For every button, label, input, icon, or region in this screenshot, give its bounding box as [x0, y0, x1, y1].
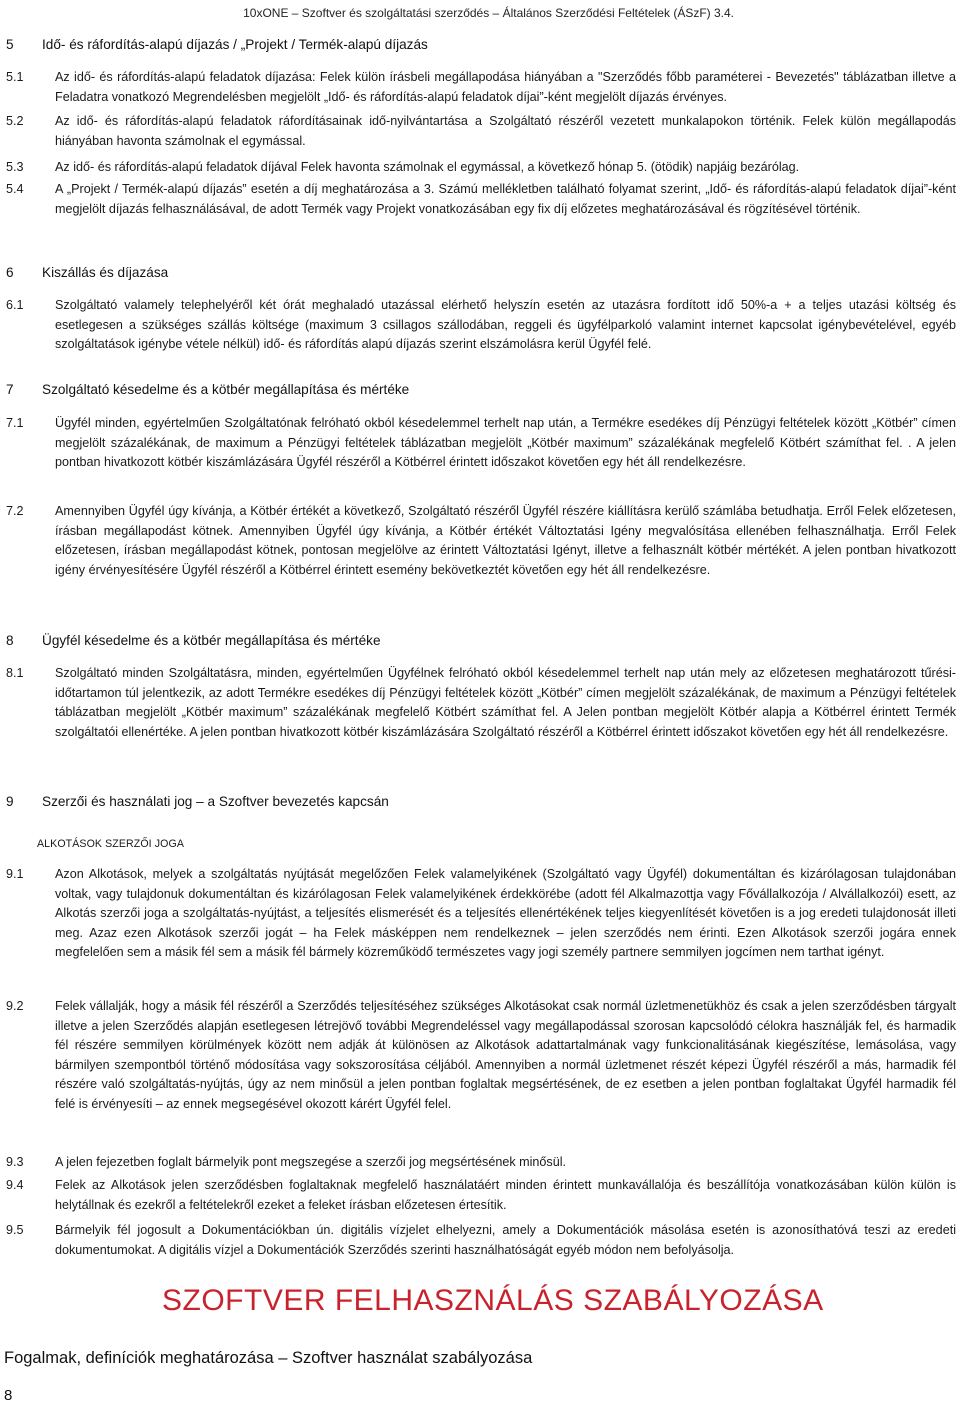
section-number: 5 — [6, 37, 14, 52]
paragraph-text: Amennyiben Ügyfél úgy kívánja, a Kötbér értékét a következő, Szolgáltató részéről Ügyfél részére kiállításra kerülő számlába betudhatja. Erről Felek előzetesen, írásban megállapodást kötnek. Amennyiben Ügyfél úgy kívánja, a Kötbér értékét Változtatási Igény megvalósítása ellenében felhasználhatja. Erről Felek előzetesen, írásban megállapodást kötnek, pontosan megjelölve az érintett Változtatási Igényt, illetve a felhasznált kötbér mértékét. A jelen pontban hivatkozott igény érvényesítésére Ügyfél részéről a Kötbérrel érintett esemény bekövetkeztét követően egy hét áll rendelkezésre. — [55, 504, 956, 577]
paragraph-text: Felek vállalják, hogy a másik fél részéről a Szerződés teljesítéséhez szükséges Alkotásokat csak normál üzletmenetükhöz és csak a jelen szerződésben tárgyalt illetve a jelen Szerződés alapján esetlegesen létrejövő további Megrendeléssel vagy megállapodással szorosan kapcsolódó célokra használják fel, és harmadik fél részére semmilyen körülmények között nem adják át különösen az Alkotások adattartalmának vagy funkcionalitásának kiegészítése, lemásolása, vagy bármilyen szempontból történő módosítása vagy sokszorosítása céljából. Amennyiben a normál üzletmenet részét képezi Ügyfél részéről a más, harmadik fél részére való szolgáltatás-nyújtás, úgy az nem minősül a jelen pontban foglaltak megsértésének, de ez esetben a jelen pontban foglaltakat Ügyfél harmadik fél felé is érvényesíti – az ennek megsegésével okozott kárért Ügyfél felel. — [55, 999, 956, 1111]
chapter-subtitle: Fogalmak, definíciók meghatározása – Szoftver használat szabályozása — [4, 1349, 533, 1367]
section-number: 9 — [6, 794, 14, 809]
paragraph-text: Az idő- és ráfordítás-alapú feladatok ráfordításainak idő-nyilvántartása a Szolgáltató részéről vezetett munkalapokon történik. Felek külön megállapodás hiányában havonta számolnak el egymással. — [55, 114, 956, 148]
page-header: 10xONE – Szoftver és szolgáltatási szerződés – Általános Szerződési Feltételek (ÁSzF) 3.4. — [243, 6, 734, 20]
section-title: Kiszállás és díjazása — [42, 265, 169, 280]
section-number: 7 — [6, 382, 14, 397]
paragraph-text: Szolgáltató minden Szolgáltatásra, minden, egyértelműen Ügyfélnek felróható okból késedelemmel terhelt nap után mely az előzetesen meghatározott tűrési-időtartamon túl jelentkezik, az adott Termékre esedékes díj Pénzügyi feltételek között „Kötbér” címen megjelölt százalékának, de maximum a Pénzügyi feltételek táblázatban megjelölt „Kötbér maximum” százalékának megfelelő Kötbért számíthat fel. A Jelen pontban megjelölt Kötbér alapja a Kötbérrel érintett Termék szolgáltatói ellenértéke. A jelen pontban hivatkozott kötbér kiszámlázására Szolgáltató részéről a Kötbérrel érintett időszakot követően egy hét áll rendelkezésre. — [55, 666, 956, 739]
paragraph-number: 6.1 — [6, 298, 24, 312]
section-7-heading — [6, 382, 409, 397]
paragraph-5-4 — [6, 180, 956, 219]
paragraph-text: Ügyfél minden, egyértelműen Szolgáltatónak felróható okból késedelemmel terhelt nap után, a Termékre esedékes díj Pénzügyi feltételek között „Kötbér” címen megjelölt százalékának, de maximum a Pénzügyi feltételek táblázatban megjelölt „Kötbér maximum” százalékának megfelelő Kötbért számíthat fel. . A jelen pontban hivatkozott kötbér kiszámlázására Ügyfél részéről a Kötbérrel érintett időszakot követően egy hét áll rendelkezésre. — [55, 416, 956, 470]
section-number: 6 — [6, 265, 14, 280]
paragraph-number: 9.3 — [6, 1155, 24, 1169]
section-6-heading — [6, 265, 168, 280]
paragraph-9-2 — [6, 997, 956, 1115]
paragraph-text: Az idő- és ráfordítás-alapú feladatok díjával Felek havonta számolnak el egymással, a következő hónap 5. (ötödik) napjáig bezárólag. — [55, 160, 800, 174]
paragraph-5-2 — [6, 112, 956, 151]
paragraph-text: Felek az Alkotások jelen szerződésben foglaltaknak megfelelő használatáért minden érintett munkavállalója és beszállítója vonatkozásában külön külön is helytállnak és ezekről a feltételekről ezeket a feleket írásban előzetesen értesítik. — [55, 1178, 956, 1212]
paragraph-number: 8.1 — [6, 666, 24, 680]
paragraph-number: 5.3 — [6, 160, 24, 174]
paragraph-7-1 — [6, 414, 956, 473]
paragraph-number: 9.2 — [6, 999, 24, 1013]
section-title: Szolgáltató késedelme és a kötbér megállapítása és mértéke — [42, 382, 410, 397]
section-title: Szerzői és használati jog – a Szoftver bevezetés kapcsán — [42, 794, 389, 809]
paragraph-text: Azon Alkotások, melyek a szolgáltatás nyújtását megelőzően Felek valamelyikének (Szolgáltató vagy Ügyfél) dokumentáltan és kizárólagosan tulajdonában voltak, vagy tulajdonuk dokumentáltan és kizárólagosan Felek valamelyikének érdekkörébe (adott fél Alkalmazottja vagy Fővállalkozója / Alvállalkozói) esett, az Alkotás szerzői joga a szolgáltatás-nyújtást, a teljesítés elismerését és a teljesítés ellenértékének teljes kiegyenlítését követően is a jog eredeti tulajdonosát illeti meg. Azaz ezen Alkotások szerzői jogát – ha Felek másképpen nem rendelkeznek – jelen szerződés nem érinti. Ezen Alkotások szerzői jogára ennek megfelelően sem a másik fél sem a másik fél bármely közreműködő természetes vagy jogi személy partnere semmilyen jogcímen nem tarthat igényt. — [55, 867, 956, 960]
paragraph-number: 9.4 — [6, 1178, 24, 1192]
section-number: 8 — [6, 633, 14, 648]
section-title: Ügyfél késedelme és a kötbér megállapítása és mértéke — [42, 633, 381, 648]
paragraph-6-1 — [6, 296, 956, 355]
paragraph-number: 5.2 — [6, 114, 24, 128]
paragraph-text: A jelen fejezetben foglalt bármelyik pont megszegése a szerzői jog megsértésének minősül. — [55, 1155, 567, 1169]
paragraph-number: 9.5 — [6, 1223, 24, 1237]
paragraph-8-1 — [6, 664, 956, 742]
subheading-alkotasok: ALKOTÁSOK SZERZŐI JOGA — [37, 838, 185, 850]
paragraph-text: Az idő- és ráfordítás-alapú feladatok díjazása: Felek külön írásbeli megállapodása hiányában a "Szerződés főbb paraméterei - Bevezetés" táblázatban illetve a Feladatra vonatkozó Megrendelésben megjelölt „Idő- és ráfordítás-alapú feladatok díjai”-ként megjelölt díjazás érvényes. — [55, 70, 956, 104]
paragraph-9-4 — [6, 1176, 956, 1215]
paragraph-number: 5.1 — [6, 70, 24, 84]
paragraph-9-1 — [6, 865, 956, 963]
chapter-title: SZOFTVER FELHASZNÁLÁS SZABÁLYOZÁSA — [162, 1284, 824, 1317]
paragraph-number: 5.4 — [6, 182, 24, 196]
paragraph-5-1 — [6, 68, 956, 107]
paragraph-5-3 — [6, 158, 956, 178]
paragraph-text: Bármelyik fél jogosult a Dokumentációkban ún. digitális vízjelet elhelyezni, amely a Dokumentációk másolása esetén is azonosíthatóvá teszi az eredeti dokumentumokat. A digitális vízjel a Dokumentációk Szerződés szerinti használhatóságát egyéb módon nem befolyásolja. — [55, 1223, 956, 1257]
section-8-heading — [6, 633, 381, 648]
paragraph-number: 7.2 — [6, 504, 24, 518]
paragraph-9-3 — [6, 1153, 956, 1173]
paragraph-number: 9.1 — [6, 867, 24, 881]
section-9-heading — [6, 794, 389, 809]
paragraph-9-5 — [6, 1221, 956, 1260]
paragraph-text: Szolgáltató valamely telephelyéről két órát meghaladó utazással elérhető helyszín esetén az utazásra fordított idő 50%-a + a teljes utazási költség és esetlegesen a szükséges szállás költsége (maximum 3 csillagos szállodában, reggeli és ügyfélparkoló valamint internet kapcsolat igénybevételével, egyéb szolgáltatások igénybe vétele nélkül) idő- és ráfordítás alapú díjazás szerint elszámolásra kerül Ügyfél felé. — [55, 298, 956, 352]
paragraph-7-2 — [6, 502, 956, 580]
section-5-heading — [6, 37, 428, 52]
paragraph-text: A „Projekt / Termék-alapú díjazás” esetén a díj meghatározása a 3. Számú mellékletben található folyamat szerint, „Idő- és ráfordítás-alapú feladatok díjai”-ként megjelölt díjazás felhasználásával, de adott Termék vagy Projekt vonatkozásában egy fix díj előzetes meghatározásával és rögzítésével történik. — [55, 182, 956, 216]
paragraph-number: 7.1 — [6, 416, 24, 430]
section-title: Idő- és ráfordítás-alapú díjazás / „Projekt / Termék-alapú díjazás — [42, 37, 428, 52]
page-number: 8 — [4, 1387, 13, 1404]
